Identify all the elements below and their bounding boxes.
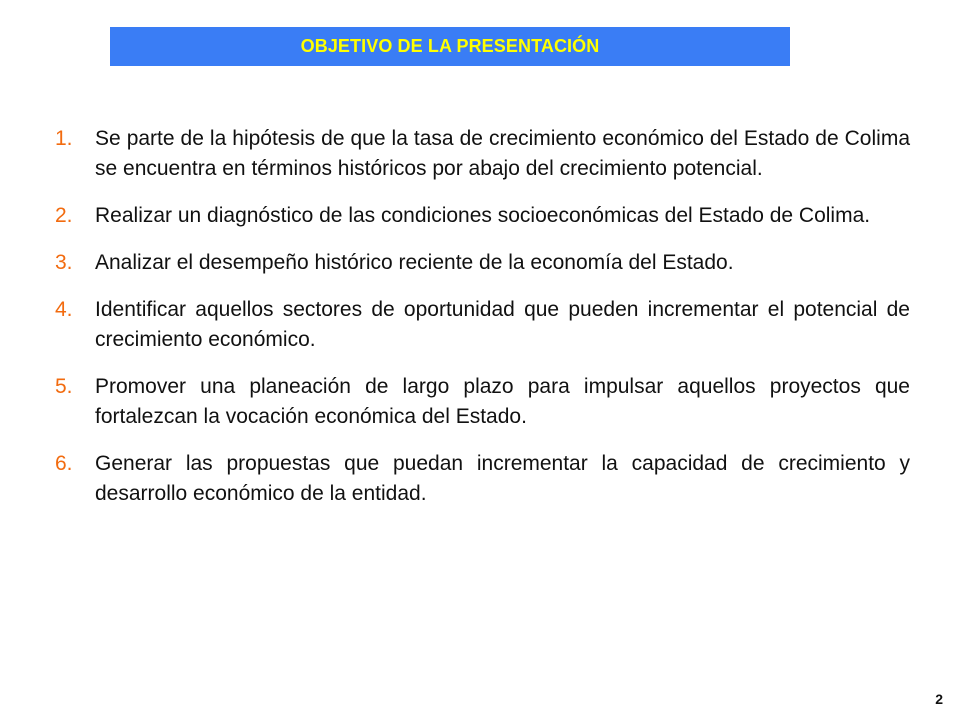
page-number: 2 xyxy=(935,691,943,707)
objective-text: Analizar el desempeño histórico reciente de la economía del Estado. xyxy=(95,251,734,274)
objective-number: 5. xyxy=(55,375,73,398)
presentation-title: OBJETIVO DE LA PRESENTACIÓN xyxy=(300,36,600,56)
objective-number: 4. xyxy=(55,298,73,321)
objective-item xyxy=(55,449,910,509)
objective-number: 2. xyxy=(55,204,73,227)
objective-text: Promover una planeación de largo plazo para impulsar aquellos proyectos que fortalezcan la vocación económica del Estado. xyxy=(95,375,910,428)
objective-text: Se parte de la hipótesis de que la tasa de crecimiento económico del Estado de Colima se encuentra en términos históricos por abajo del crecimiento potencial. xyxy=(95,127,910,180)
objective-item xyxy=(55,201,910,231)
objective-item xyxy=(55,124,910,184)
objective-text: Generar las propuestas que puedan incrementar la capacidad de crecimiento y desarrollo económico de la entidad. xyxy=(95,452,910,505)
objective-item xyxy=(55,248,910,278)
objective-number: 6. xyxy=(55,452,73,475)
presentation-title-banner xyxy=(110,27,790,66)
objective-item xyxy=(55,372,910,432)
objective-text: Realizar un diagnóstico de las condiciones socioeconómicas del Estado de Colima. xyxy=(95,204,871,227)
objectives-list xyxy=(55,124,910,526)
objective-number: 1. xyxy=(55,127,73,150)
objective-item xyxy=(55,295,910,355)
objective-text: Identificar aquellos sectores de oportunidad que pueden incrementar el potencial de crecimiento económico. xyxy=(95,298,910,351)
objective-number: 3. xyxy=(55,251,73,274)
